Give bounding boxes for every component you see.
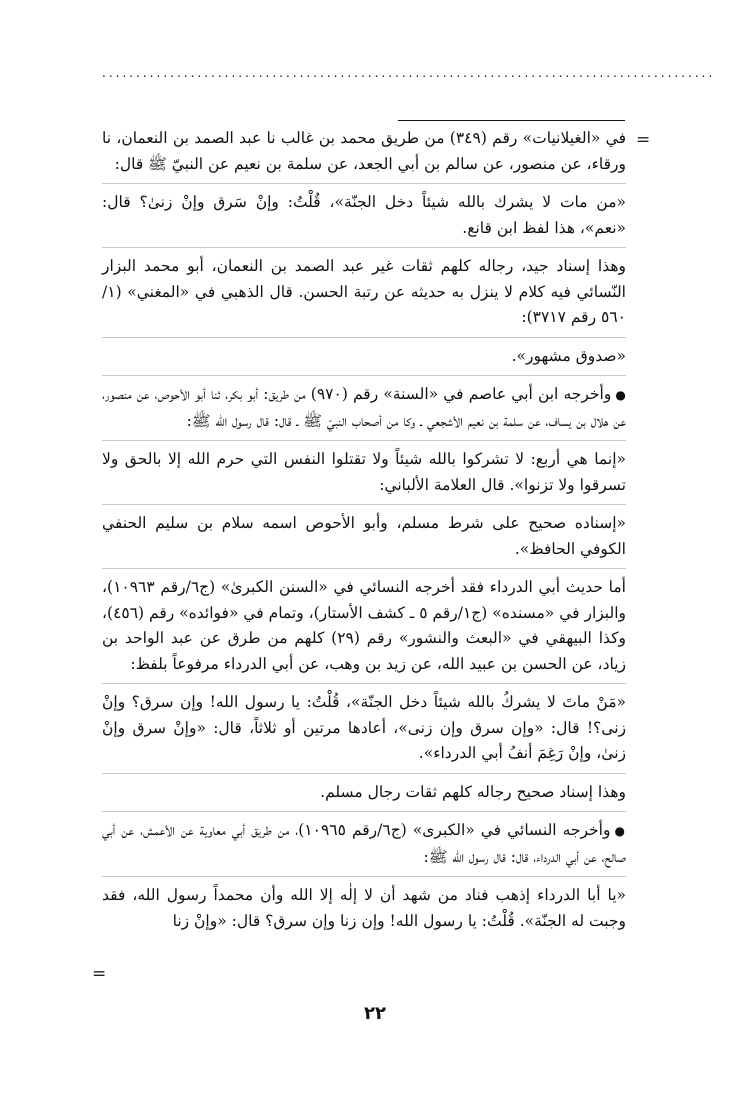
paragraph-nasai-kubra [102,811,626,870]
paragraph-hadith-quote-4: «يا أبا الدرداء إذهب فناد من شهد أن لا إلٰه إلا الله وأن محمداً رسول الله، فقد وجبت له الجنّة». قُلْتُ: يا رسول الله! وإن زنا وإن سرق؟ قال: «وإنْ زنا [102,876,626,934]
continuation-mark-top: = [636,130,651,150]
paragraph-abu-darda-sources: أما حديث أبي الدرداء فقد أخرجه النسائي في «السنن الكبرىٰ» (ج٦/رقم ١٠٩٦٣)، والبزار في «مسنده» (ج١/رقم ٥ ـ كشف الأستار)، وتمام في «فوائده» رقم (٤٥٦)، وكذا البيهقي في «البعث والنشور» رقم (٢٩) كلهم من طرق عن عبد الواحد بن زياد، عن الحسن بن عبيد الله، عن زيد بن وهب، عن أبي الدرداء مرفوعاً بلفظ: [102,568,626,677]
footnote-separator-line [398,120,625,121]
header-dotted-rule: .......................................................................................... [102,66,716,80]
paragraph-isnad-assessment-1: وهذا إسناد جيد، رجاله كلهم ثقات غير عبد الصمد بن النعمان، أبو محمد البزار النّسائي فيه كلام لا ينزل به حديثه عن رتبة الحسن. قال الذهبي في «المغني» (١/ ٥٦٠ رقم ٣٧١٧): [102,247,626,331]
bullet-icon: ● [615,388,626,402]
paragraph-dhahabi-quote: «صدوق مشهور». [102,337,626,370]
paragraph-hadith-quote-2: «إنما هي أربع: لا تشركوا بالله شيئاً ولا تقتلوا النفس التي حرم الله إلا بالحق ولا تسرقوا ولا تزنوا». قال العلامة الألباني: [102,440,626,498]
paragraph-text: وأخرجه النسائي في «الكبرى» (ج٦/رقم ١٠٩٦٥)، من طريق أبي معاوية عن الأعمش، عن أبي صالح، عن أبي الدرداء، قال: قال رسول الله ﷺ: [102,821,626,866]
paragraph-isnad-assessment-2: وهذا إسناد صحيح رجاله كلهم ثقات رجال مسلم. [102,773,626,806]
paragraph-ibn-abi-asim [102,375,626,434]
paragraph-text: وأخرجه ابن أبي عاصم في «السنة» رقم (٩٧٠) من طريق: أبو بكر، ثنا أبو الأحوص، عن منصور، عن هلال بن يساف، عن سلمة بن نعيم الأشجعي ـ وكا من أصحاب النبيّ ﷺ ـ قال: قال رسول الله ﷺ: [102,385,626,430]
paragraph-hadith-quote-1: «من مات لا يشرك بالله شيئاً دخل الجنّة»، قُلْتُ: وإنْ سَرق وإنْ زنىٰ؟ قال: «نعم»، هذا لفظ ابن قانع. [102,183,626,241]
paragraph-hadith-quote-3: «مَنْ ماتَ لا يشركُ بالله شيئاً دخل الجنّة»، قُلْتُ: يا رسول الله! وإن سرق؟ وإنْ زنى؟! قال: «وإن سرق وإن زنى»، أعادها مرتين أو ثلاثاً، قال: «وإنْ سرق وإنْ زنىٰ، وإنْ رَغِمَ أنفُ أبي الدرداء». [102,683,626,767]
paragraph-albani-quote: «إسناده صحيح على شرط مسلم، وأبو الأحوص اسمه سلام بن سليم الحنفي الكوفي الحافظ». [102,504,626,562]
page-number: ٢٢ [364,1003,386,1024]
paragraph-ghaylaniyat: في «الغيلانيات» رقم (٣٤٩) من طريق محمد بن غالب نا عبد الصمد بن النعمان، نا ورقاء، عن منصور، عن سالم بن أبي الجعد، عن سلمة بن نعيم عن النبيّ ﷺ قال: [102,129,626,173]
bullet-icon: ● [614,824,627,838]
footnote-text-body [102,126,626,934]
continuation-mark-bottom: = [92,964,107,984]
